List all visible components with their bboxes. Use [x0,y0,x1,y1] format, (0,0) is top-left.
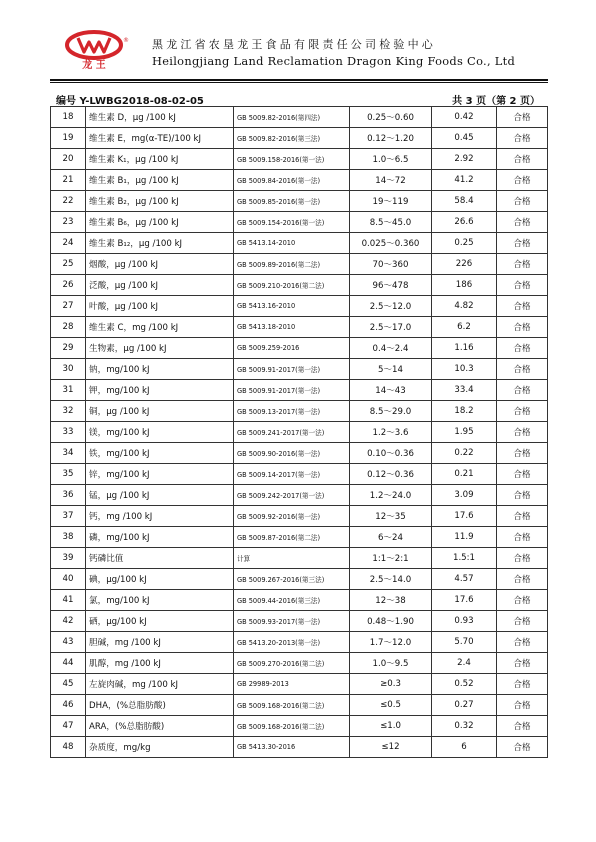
test-item: 氯，mg/100 kJ [86,590,234,611]
test-method: GB 5009.241-2017(第一法) [234,422,350,443]
row-number: 22 [51,191,86,212]
test-result: 0.25 [432,233,497,254]
standard-requirement: 0.4～2.4 [350,338,432,359]
test-result: 10.3 [432,359,497,380]
test-result: 5.70 [432,632,497,653]
row-number: 40 [51,569,86,590]
standard-requirement: 14～72 [350,170,432,191]
test-result: 6.2 [432,317,497,338]
row-number: 46 [51,695,86,716]
test-method: GB 5009.91-2017(第一法) [234,359,350,380]
standard-requirement: 96～478 [350,275,432,296]
table-row [51,149,548,170]
test-item: 锰，μg /100 kJ [86,485,234,506]
test-item: 维生素 K₁，μg /100 kJ [86,149,234,170]
item-conclusion: 合格 [497,401,548,422]
item-conclusion: 合格 [497,191,548,212]
item-conclusion: 合格 [497,212,548,233]
standard-requirement: ≤1.0 [350,716,432,737]
standard-requirement: 1.7～12.0 [350,632,432,653]
table-row [51,632,548,653]
row-number: 45 [51,674,86,695]
row-number: 38 [51,527,86,548]
test-result: 11.9 [432,527,497,548]
table-row [51,359,548,380]
test-item: 维生素 B₆，μg /100 kJ [86,212,234,233]
table-row [51,338,548,359]
test-method: GB 5009.267-2016(第三法) [234,569,350,590]
standard-requirement: 6～24 [350,527,432,548]
item-conclusion: 合格 [497,422,548,443]
item-conclusion: 合格 [497,527,548,548]
test-method: GB 5413.14-2010 [234,233,350,254]
standard-requirement: 1:1～2:1 [350,548,432,569]
test-item: 维生素 C，mg /100 kJ [86,317,234,338]
table-row [51,296,548,317]
table-row [51,191,548,212]
standard-requirement: 12～35 [350,506,432,527]
table-row [51,107,548,128]
test-method: GB 5009.91-2017(第一法) [234,380,350,401]
test-result: 1.5:1 [432,548,497,569]
standard-requirement: 70～360 [350,254,432,275]
standard-requirement: 0.25～0.60 [350,107,432,128]
test-method: GB 5009.89-2016(第二法) [234,254,350,275]
test-result: 0.45 [432,128,497,149]
test-item: 钙磷比值 [86,548,234,569]
test-item: 叶酸，μg /100 kJ [86,296,234,317]
test-item: 钠，mg/100 kJ [86,359,234,380]
standard-requirement: 1.2～3.6 [350,422,432,443]
test-method: GB 5413.30-2016 [234,737,350,758]
test-item: 左旋肉碱，mg /100 kJ [86,674,234,695]
test-result: 26.6 [432,212,497,233]
standard-requirement: 0.12～0.36 [350,464,432,485]
test-method: GB 5009.87-2016(第二法) [234,527,350,548]
test-item: 镁，mg/100 kJ [86,422,234,443]
row-number: 30 [51,359,86,380]
table-row [51,590,548,611]
test-item: 泛酸，μg /100 kJ [86,275,234,296]
item-conclusion: 合格 [497,149,548,170]
test-method: GB 5009.92-2016(第一法) [234,506,350,527]
inspection-results-table [50,106,548,758]
row-number: 32 [51,401,86,422]
test-item: 烟酸，μg /100 kJ [86,254,234,275]
standard-requirement: 12～38 [350,590,432,611]
dragon-king-logo-icon [64,30,130,70]
table-row [51,275,548,296]
test-method: GB 5413.18-2010 [234,317,350,338]
item-conclusion: 合格 [497,737,548,758]
test-item: 胆碱，mg /100 kJ [86,632,234,653]
row-number: 37 [51,506,86,527]
row-number: 33 [51,422,86,443]
table-row [51,548,548,569]
test-method: GB 5009.154-2016(第一法) [234,212,350,233]
test-result: 4.82 [432,296,497,317]
header-rule-thin [50,82,548,83]
table-row [51,674,548,695]
item-conclusion: 合格 [497,359,548,380]
row-number: 24 [51,233,86,254]
test-method: GB 5009.259-2016 [234,338,350,359]
test-item: ARA，(%总脂肪酸) [86,716,234,737]
row-number: 48 [51,737,86,758]
table-row [51,716,548,737]
test-item: 维生素 B₁，μg /100 kJ [86,170,234,191]
table-row [51,443,548,464]
item-conclusion: 合格 [497,674,548,695]
test-method: GB 5009.13-2017(第一法) [234,401,350,422]
test-result: 58.4 [432,191,497,212]
test-result: 2.92 [432,149,497,170]
document-number: 编号 Y-LWBG2018-08-02-05 [56,96,204,107]
test-result: 0.22 [432,443,497,464]
item-conclusion: 合格 [497,338,548,359]
test-item: 铜，μg /100 kJ [86,401,234,422]
standard-requirement: 2.5～14.0 [350,569,432,590]
item-conclusion: 合格 [497,548,548,569]
test-method: GB 5009.158-2016(第一法) [234,149,350,170]
item-conclusion: 合格 [497,653,548,674]
test-result: 18.2 [432,401,497,422]
company-name-cn: 黑龙江省农垦龙王食品有限责任公司检验中心 [152,38,436,51]
test-method: GB 5009.85-2016(第一法) [234,191,350,212]
item-conclusion: 合格 [497,296,548,317]
row-number: 18 [51,107,86,128]
standard-requirement: 2.5～12.0 [350,296,432,317]
row-number: 36 [51,485,86,506]
item-conclusion: 合格 [497,443,548,464]
test-result: 6 [432,737,497,758]
table-row [51,212,548,233]
row-number: 19 [51,128,86,149]
item-conclusion: 合格 [497,107,548,128]
row-number: 29 [51,338,86,359]
table-row [51,653,548,674]
table-row [51,128,548,149]
standard-requirement: ≥0.3 [350,674,432,695]
row-number: 31 [51,380,86,401]
row-number: 35 [51,464,86,485]
standard-requirement: 0.025～0.360 [350,233,432,254]
item-conclusion: 合格 [497,170,548,191]
test-method: GB 5413.16-2010 [234,296,350,317]
test-result: 0.27 [432,695,497,716]
test-item: 维生素 B₁₂，μg /100 kJ [86,233,234,254]
test-item: 硒，μg/100 kJ [86,611,234,632]
row-number: 44 [51,653,86,674]
test-method: GB 5009.90-2016(第一法) [234,443,350,464]
table-row [51,464,548,485]
table-row [51,170,548,191]
item-conclusion: 合格 [497,716,548,737]
test-method: GB 5009.270-2016(第二法) [234,653,350,674]
standard-requirement: 8.5～29.0 [350,401,432,422]
test-method: GB 5009.82-2016(第三法) [234,128,350,149]
row-number: 34 [51,443,86,464]
row-number: 28 [51,317,86,338]
company-name-en: Heilongjiang Land Reclamation Dragon King Foods Co., Ltd [152,54,516,68]
row-number: 39 [51,548,86,569]
test-item: 肌醇，mg /100 kJ [86,653,234,674]
test-item: 钾，mg/100 kJ [86,380,234,401]
table-row [51,233,548,254]
row-number: 27 [51,296,86,317]
test-result: 1.16 [432,338,497,359]
test-method: GB 5009.44-2016(第三法) [234,590,350,611]
test-method: GB 5009.210-2016(第二法) [234,275,350,296]
standard-requirement: ≤12 [350,737,432,758]
test-item: 锌，mg/100 kJ [86,464,234,485]
item-conclusion: 合格 [497,590,548,611]
standard-requirement: ≤0.5 [350,695,432,716]
table-row [51,527,548,548]
logo-text: 龙 王 [82,60,106,70]
standard-requirement: 2.5～17.0 [350,317,432,338]
table-row [51,422,548,443]
item-conclusion: 合格 [497,380,548,401]
standard-requirement: 1.0～6.5 [350,149,432,170]
standard-requirement: 8.5～45.0 [350,212,432,233]
test-method: GB 5009.82-2016(第四法) [234,107,350,128]
test-result: 0.52 [432,674,497,695]
table-row [51,569,548,590]
test-result: 2.4 [432,653,497,674]
table-row [51,695,548,716]
item-conclusion: 合格 [497,695,548,716]
test-method: GB 5413.20-2013(第一法) [234,632,350,653]
standard-requirement: 1.0～9.5 [350,653,432,674]
test-result: 0.32 [432,716,497,737]
test-result: 17.6 [432,590,497,611]
item-conclusion: 合格 [497,275,548,296]
test-method: GB 5009.242-2017(第一法) [234,485,350,506]
test-item: DHA，(%总脂肪酸) [86,695,234,716]
row-number: 25 [51,254,86,275]
table-row [51,317,548,338]
standard-requirement: 14～43 [350,380,432,401]
test-result: 0.93 [432,611,497,632]
row-number: 41 [51,590,86,611]
test-item: 维生素 E，mg(α-TE)/100 kJ [86,128,234,149]
test-method: 计算 [234,548,350,569]
test-result: 0.21 [432,464,497,485]
item-conclusion: 合格 [497,128,548,149]
table-row [51,485,548,506]
row-number: 23 [51,212,86,233]
item-conclusion: 合格 [497,506,548,527]
results-table-body [51,107,548,758]
row-number: 26 [51,275,86,296]
standard-requirement: 0.48～1.90 [350,611,432,632]
standard-requirement: 0.10～0.36 [350,443,432,464]
test-result: 41.2 [432,170,497,191]
item-conclusion: 合格 [497,464,548,485]
report-header [64,30,544,74]
test-method: GB 5009.168-2016(第二法) [234,716,350,737]
test-item: 维生素 D，μg /100 kJ [86,107,234,128]
test-item: 杂质度，mg/kg [86,737,234,758]
row-number: 20 [51,149,86,170]
item-conclusion: 合格 [497,254,548,275]
table-row [51,737,548,758]
item-conclusion: 合格 [497,611,548,632]
header-rule-thick [50,79,548,81]
test-item: 磷，mg/100 kJ [86,527,234,548]
test-method: GB 5009.14-2017(第一法) [234,464,350,485]
test-method: GB 5009.84-2016(第一法) [234,170,350,191]
test-method: GB 5009.93-2017(第一法) [234,611,350,632]
table-row [51,380,548,401]
test-item: 铁，mg/100 kJ [86,443,234,464]
standard-requirement: 19～119 [350,191,432,212]
test-result: 1.95 [432,422,497,443]
test-result: 17.6 [432,506,497,527]
test-item: 生物素，μg /100 kJ [86,338,234,359]
item-conclusion: 合格 [497,485,548,506]
test-result: 3.09 [432,485,497,506]
table-row [51,254,548,275]
test-result: 186 [432,275,497,296]
test-result: 226 [432,254,497,275]
test-item: 碘，μg/100 kJ [86,569,234,590]
table-row [51,611,548,632]
test-result: 0.42 [432,107,497,128]
standard-requirement: 5～14 [350,359,432,380]
test-item: 钙，mg /100 kJ [86,506,234,527]
item-conclusion: 合格 [497,569,548,590]
row-number: 47 [51,716,86,737]
row-number: 42 [51,611,86,632]
test-result: 4.57 [432,569,497,590]
item-conclusion: 合格 [497,233,548,254]
table-row [51,401,548,422]
page-indicator: 共 3 页（第 2 页） [452,96,540,107]
table-row [51,506,548,527]
registered-mark: ® [123,37,129,44]
test-method: GB 29989-2013 [234,674,350,695]
item-conclusion: 合格 [497,317,548,338]
test-method: GB 5009.168-2016(第二法) [234,695,350,716]
test-result: 33.4 [432,380,497,401]
standard-requirement: 0.12～1.20 [350,128,432,149]
test-item: 维生素 B₂，μg /100 kJ [86,191,234,212]
row-number: 43 [51,632,86,653]
row-number: 21 [51,170,86,191]
standard-requirement: 1.2～24.0 [350,485,432,506]
item-conclusion: 合格 [497,632,548,653]
